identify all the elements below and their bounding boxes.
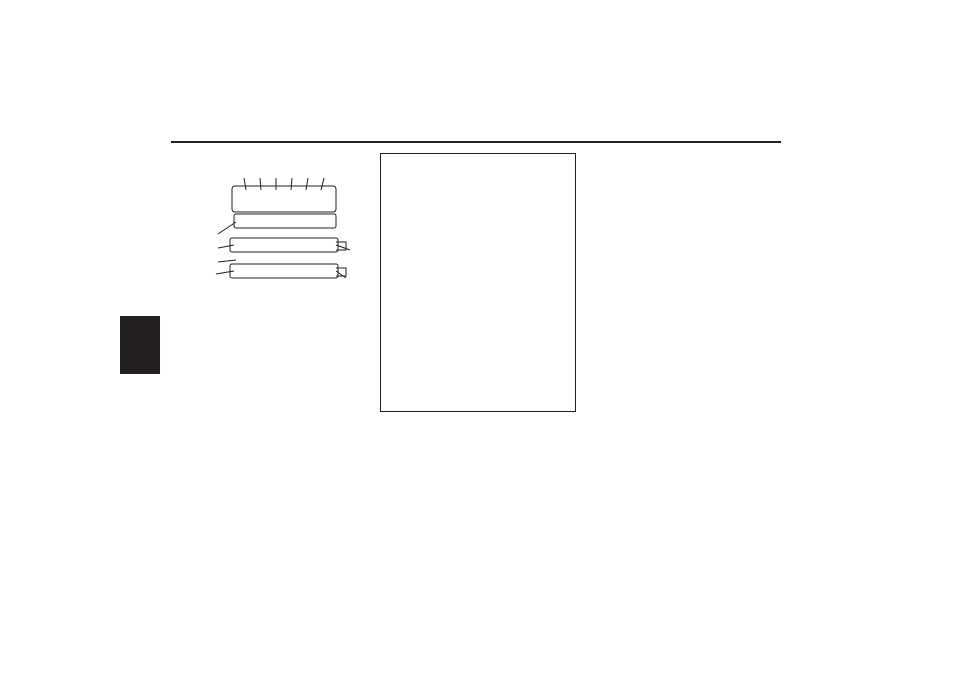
chapter-tab[interactable] <box>120 316 160 374</box>
fuse-box-diagram <box>176 160 376 290</box>
fuse-spec-box <box>380 153 576 412</box>
header-rule <box>171 141 781 143</box>
